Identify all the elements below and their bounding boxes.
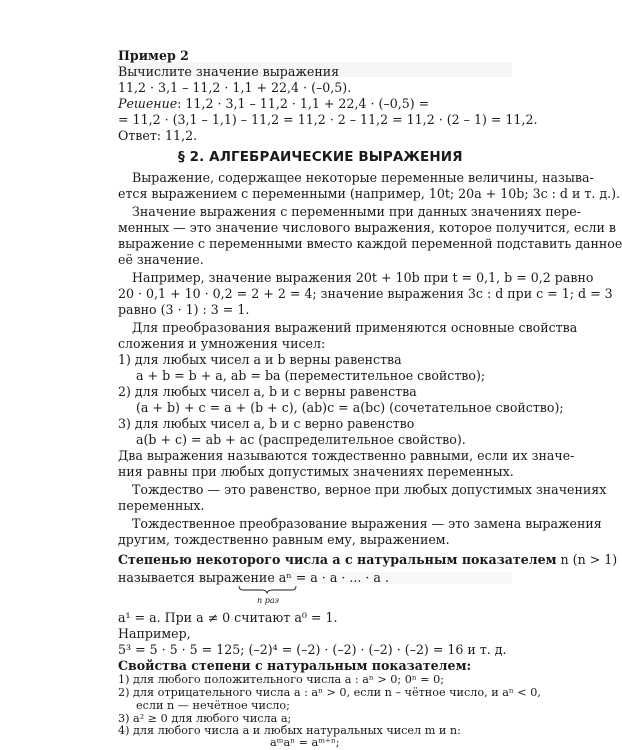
body-line: Например, значение выражения 20t + 10b при t = 0,1, b = 0,2 равно xyxy=(132,270,594,285)
body-line: Выражение, содержащее некоторые переменные величины, называ- xyxy=(132,170,594,185)
body-line: Тождественное преобразование выражения — это замена выражения xyxy=(132,516,602,531)
body-line: другим, тождественно равным ему, выражением. xyxy=(118,532,450,547)
property-formula: aᵐaⁿ = aᵐ⁺ⁿ; xyxy=(270,736,340,749)
properties-heading: Свойства степени с натуральным показателем: xyxy=(118,658,472,673)
power-line: a¹ = a. При a ≠ 0 считают a⁰ = 1. xyxy=(118,610,338,625)
body-line: Два выражения называются тождественно равными, если их значе- xyxy=(118,448,575,463)
body-line: менных — это значение числового выражения, которое получится, если в xyxy=(118,220,617,235)
list-item: 1) для любых чисел a и b верны равенства xyxy=(118,352,402,367)
body-line: 20 · 0,1 + 10 · 0,2 = 2 + 2 = 4; значение выражения 3c : d при c = 1; d = 3 xyxy=(118,286,613,301)
body-line: равно (3 · 1) : 3 = 1. xyxy=(118,302,250,317)
property-item: если n — нечётное число; xyxy=(136,699,290,712)
underbrace-label: n раз xyxy=(257,596,279,605)
example-answer: Ответ: 11,2. xyxy=(118,128,198,143)
list-item: 3) для любых чисел a, b и c верно равенство xyxy=(118,416,415,431)
power-definition-bold: Степенью некоторого числа a с натуральным показателем xyxy=(118,552,557,567)
example-task: Вычислите значение выражения xyxy=(118,64,340,79)
body-line: ния равны при любых допустимых значениях переменных. xyxy=(118,464,514,479)
body-line: её значение. xyxy=(118,252,204,267)
power-definition-tail: n (n > 1) xyxy=(556,552,618,567)
solution-label: Решение xyxy=(118,96,178,111)
property-item: 4) для любого числа a и любых натуральных чисел m и n: xyxy=(118,724,461,737)
body-line: Для преобразования выражений применяются основные свойства xyxy=(132,320,578,335)
body-line: ется выражением с переменными (например, 10t; 20a + 10b; 3c : d и т. д.). xyxy=(118,186,621,201)
power-line: 5³ = 5 · 5 · 5 = 125; (–2)⁴ = (–2) · (–2) · (–2) · (–2) = 16 и т. д. xyxy=(118,642,507,657)
power-definition-line-2: называется выражение aⁿ = a · a · ... · a . xyxy=(118,570,389,585)
solution-line-2: = 11,2 · (3,1 – 1,1) – 11,2 = 11,2 · 2 – 11,2 = 11,2 · (2 – 1) = 11,2. xyxy=(118,112,538,127)
example-expression: 11,2 · 3,1 – 11,2 · 1,1 + 22,4 · (–0,5). xyxy=(118,80,352,95)
body-line: сложения и умножения чисел: xyxy=(118,336,326,351)
example-title: Пример 2 xyxy=(118,48,189,63)
body-line: Тождество — это равенство, верное при любых допустимых значениях xyxy=(132,482,607,497)
solution-text: : 11,2 · 3,1 – 11,2 · 1,1 + 22,4 · (–0,5) = xyxy=(177,96,430,111)
body-line: выражение с переменными вместо каждой переменной подставить данное xyxy=(118,236,622,251)
section-title: § 2. АЛГЕБРАИЧЕСКИЕ ВЫРАЖЕНИЯ xyxy=(178,149,463,165)
body-line: переменных. xyxy=(118,498,205,513)
list-item-formula: a + b = b + a, ab = ba (переместительное свойство); xyxy=(136,368,486,383)
property-item: 2) для отрицательного числа a : aⁿ > 0, если n – чётное число, и aⁿ < 0, xyxy=(118,686,541,699)
power-line: Например, xyxy=(118,626,191,641)
list-item-formula: (a + b) + c = a + (b + c), (ab)c = a(bc) (сочетательное свойство); xyxy=(136,400,564,415)
power-product: a · a · ... · a xyxy=(310,570,381,585)
body-line: Значение выражения с переменными при данных значениях пере- xyxy=(132,204,581,219)
property-item: 1) для любого положительного числа a : aⁿ > 0; 0ⁿ = 0; xyxy=(118,673,445,686)
property-item: 3) a² ≥ 0 для любого числа a; xyxy=(118,712,292,725)
list-item: 2) для любых чисел a, b и c верны равенства xyxy=(118,384,417,399)
list-item-formula: a(b + c) = ab + ac (распределительное свойство). xyxy=(136,432,466,447)
